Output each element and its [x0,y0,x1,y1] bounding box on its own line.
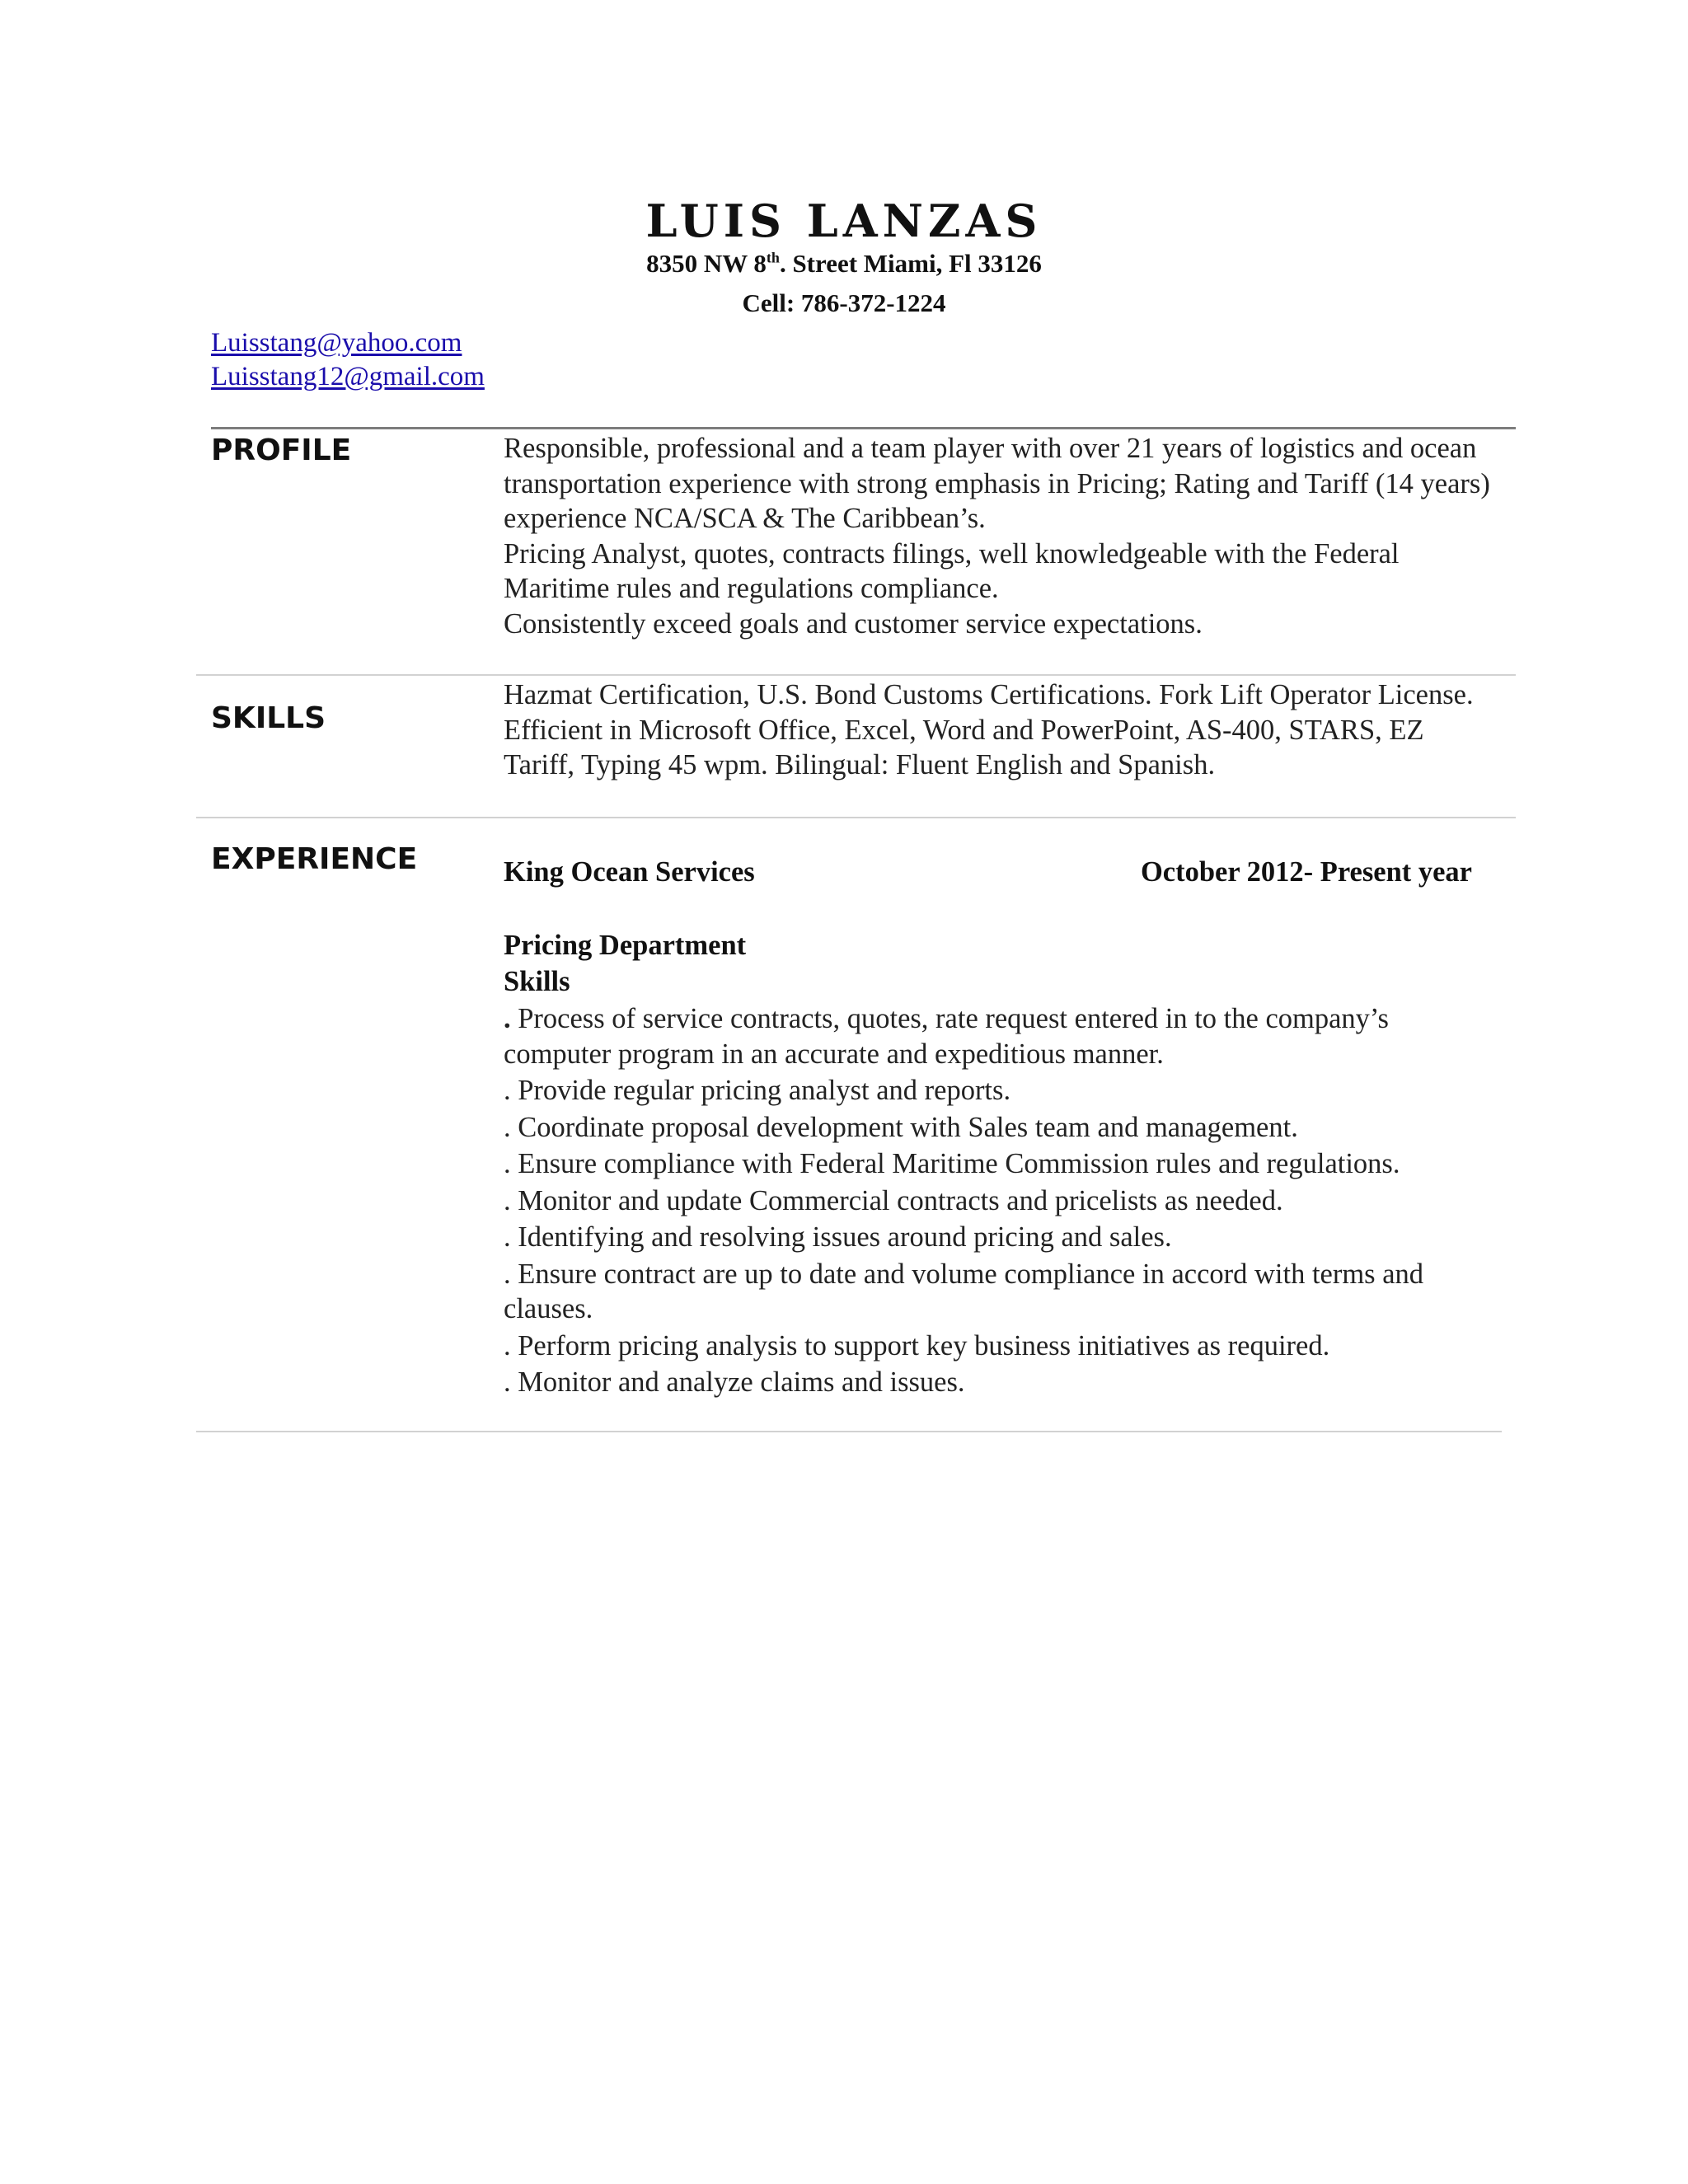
section-divider [196,1431,1502,1432]
profile-paragraph: Responsible, professional and a team player with over 21 years of logistics and ocean transportation experience with strong emphasis in Pricing; Rating and Tariff (14 years) experience NCA/SCA & The Caribbean’s. [504,433,1490,534]
skills-paragraph: Hazmat Certification, U.S. Bond Customs Certifications. Fork Lift Operator License. Efficient in Microsoft Office, Excel, Word and PowerPoint, AS-400, STARS, EZ Tariff, Typing 45 wpm. Bilingual: Fluent English and Spanish. [504,679,1474,780]
duty-text: Provide regular pricing analyst and reports. [510,1075,1011,1106]
duties-list [504,1001,1501,1402]
duty-item [504,1220,1501,1255]
company-name: King Ocean Services [504,856,755,888]
section-divider [196,817,1516,818]
skills-subheading: Skills [504,966,570,997]
duty-text: Coordinate proposal development with Sales team and management. [510,1111,1298,1143]
department-title: Pricing Department [504,930,747,961]
duty-text: Perform pricing analysis to support key business initiatives as required. [510,1329,1330,1361]
bullet-dot: . [504,1075,511,1106]
duty-item [504,1183,1501,1219]
bullet-dot: . [504,1184,511,1216]
duty-text: Process of service contracts, quotes, rate request entered in to the company’s computer program in an accurate and expeditious manner. [504,1003,1389,1070]
bullet-dot: . [504,1221,511,1253]
duty-item [504,1257,1501,1327]
cell-phone: Cell: 786-372-1224 [742,288,946,317]
employment-dates: October 2012- Present year [1140,856,1472,888]
bullet-dot: . [504,1111,511,1143]
duty-text: Monitor and analyze claims and issues. [510,1366,965,1398]
profile-text [504,431,1501,641]
duty-item [504,1365,1501,1400]
experience-heading: EXPERIENCE [211,842,418,876]
duty-item [504,1329,1501,1364]
address-street: 8350 NW 8 [646,249,767,278]
address-ordinal-suffix: th [766,249,780,266]
bullet-dot: . [504,1366,511,1398]
bullet-dot: . [504,1258,511,1290]
skills-heading: SKILLS [211,701,326,735]
bullet-dot: . [504,1148,511,1179]
duty-item [504,1110,1501,1146]
duty-text: Ensure contract are up to date and volume compliance in accord with terms and clauses. [504,1258,1424,1324]
bullet-dot: . [504,1003,511,1034]
duty-item [504,1073,1501,1108]
section-divider [196,674,1516,676]
address-line [0,249,1688,279]
duty-item [504,1001,1501,1071]
profile-paragraph: Pricing Analyst, quotes, contracts filings, well knowledgeable with the Federal Maritime rules and regulations compliance. [504,537,1400,604]
address-city: . Street Miami, Fl 33126 [779,249,1042,278]
duty-text: Monitor and update Commercial contracts and pricelists as needed. [510,1184,1283,1216]
skills-text [504,677,1501,783]
profile-paragraph: Consistently exceed goals and customer service expectations. [504,607,1203,640]
profile-heading: PROFILE [211,434,352,467]
duty-item [504,1146,1501,1182]
duty-text: Ensure compliance with Federal Maritime Commission rules and regulations. [510,1148,1400,1179]
duty-text: Identifying and resolving issues around pricing and sales. [510,1221,1172,1253]
email-link-gmail[interactable]: Luisstang12@gmail.com [211,362,485,391]
candidate-name: LUIS LANZAS [645,194,1043,247]
bullet-dot: . [504,1329,511,1361]
email-link-yahoo[interactable]: Luisstang@yahoo.com [211,328,462,358]
header-divider [211,427,1516,429]
